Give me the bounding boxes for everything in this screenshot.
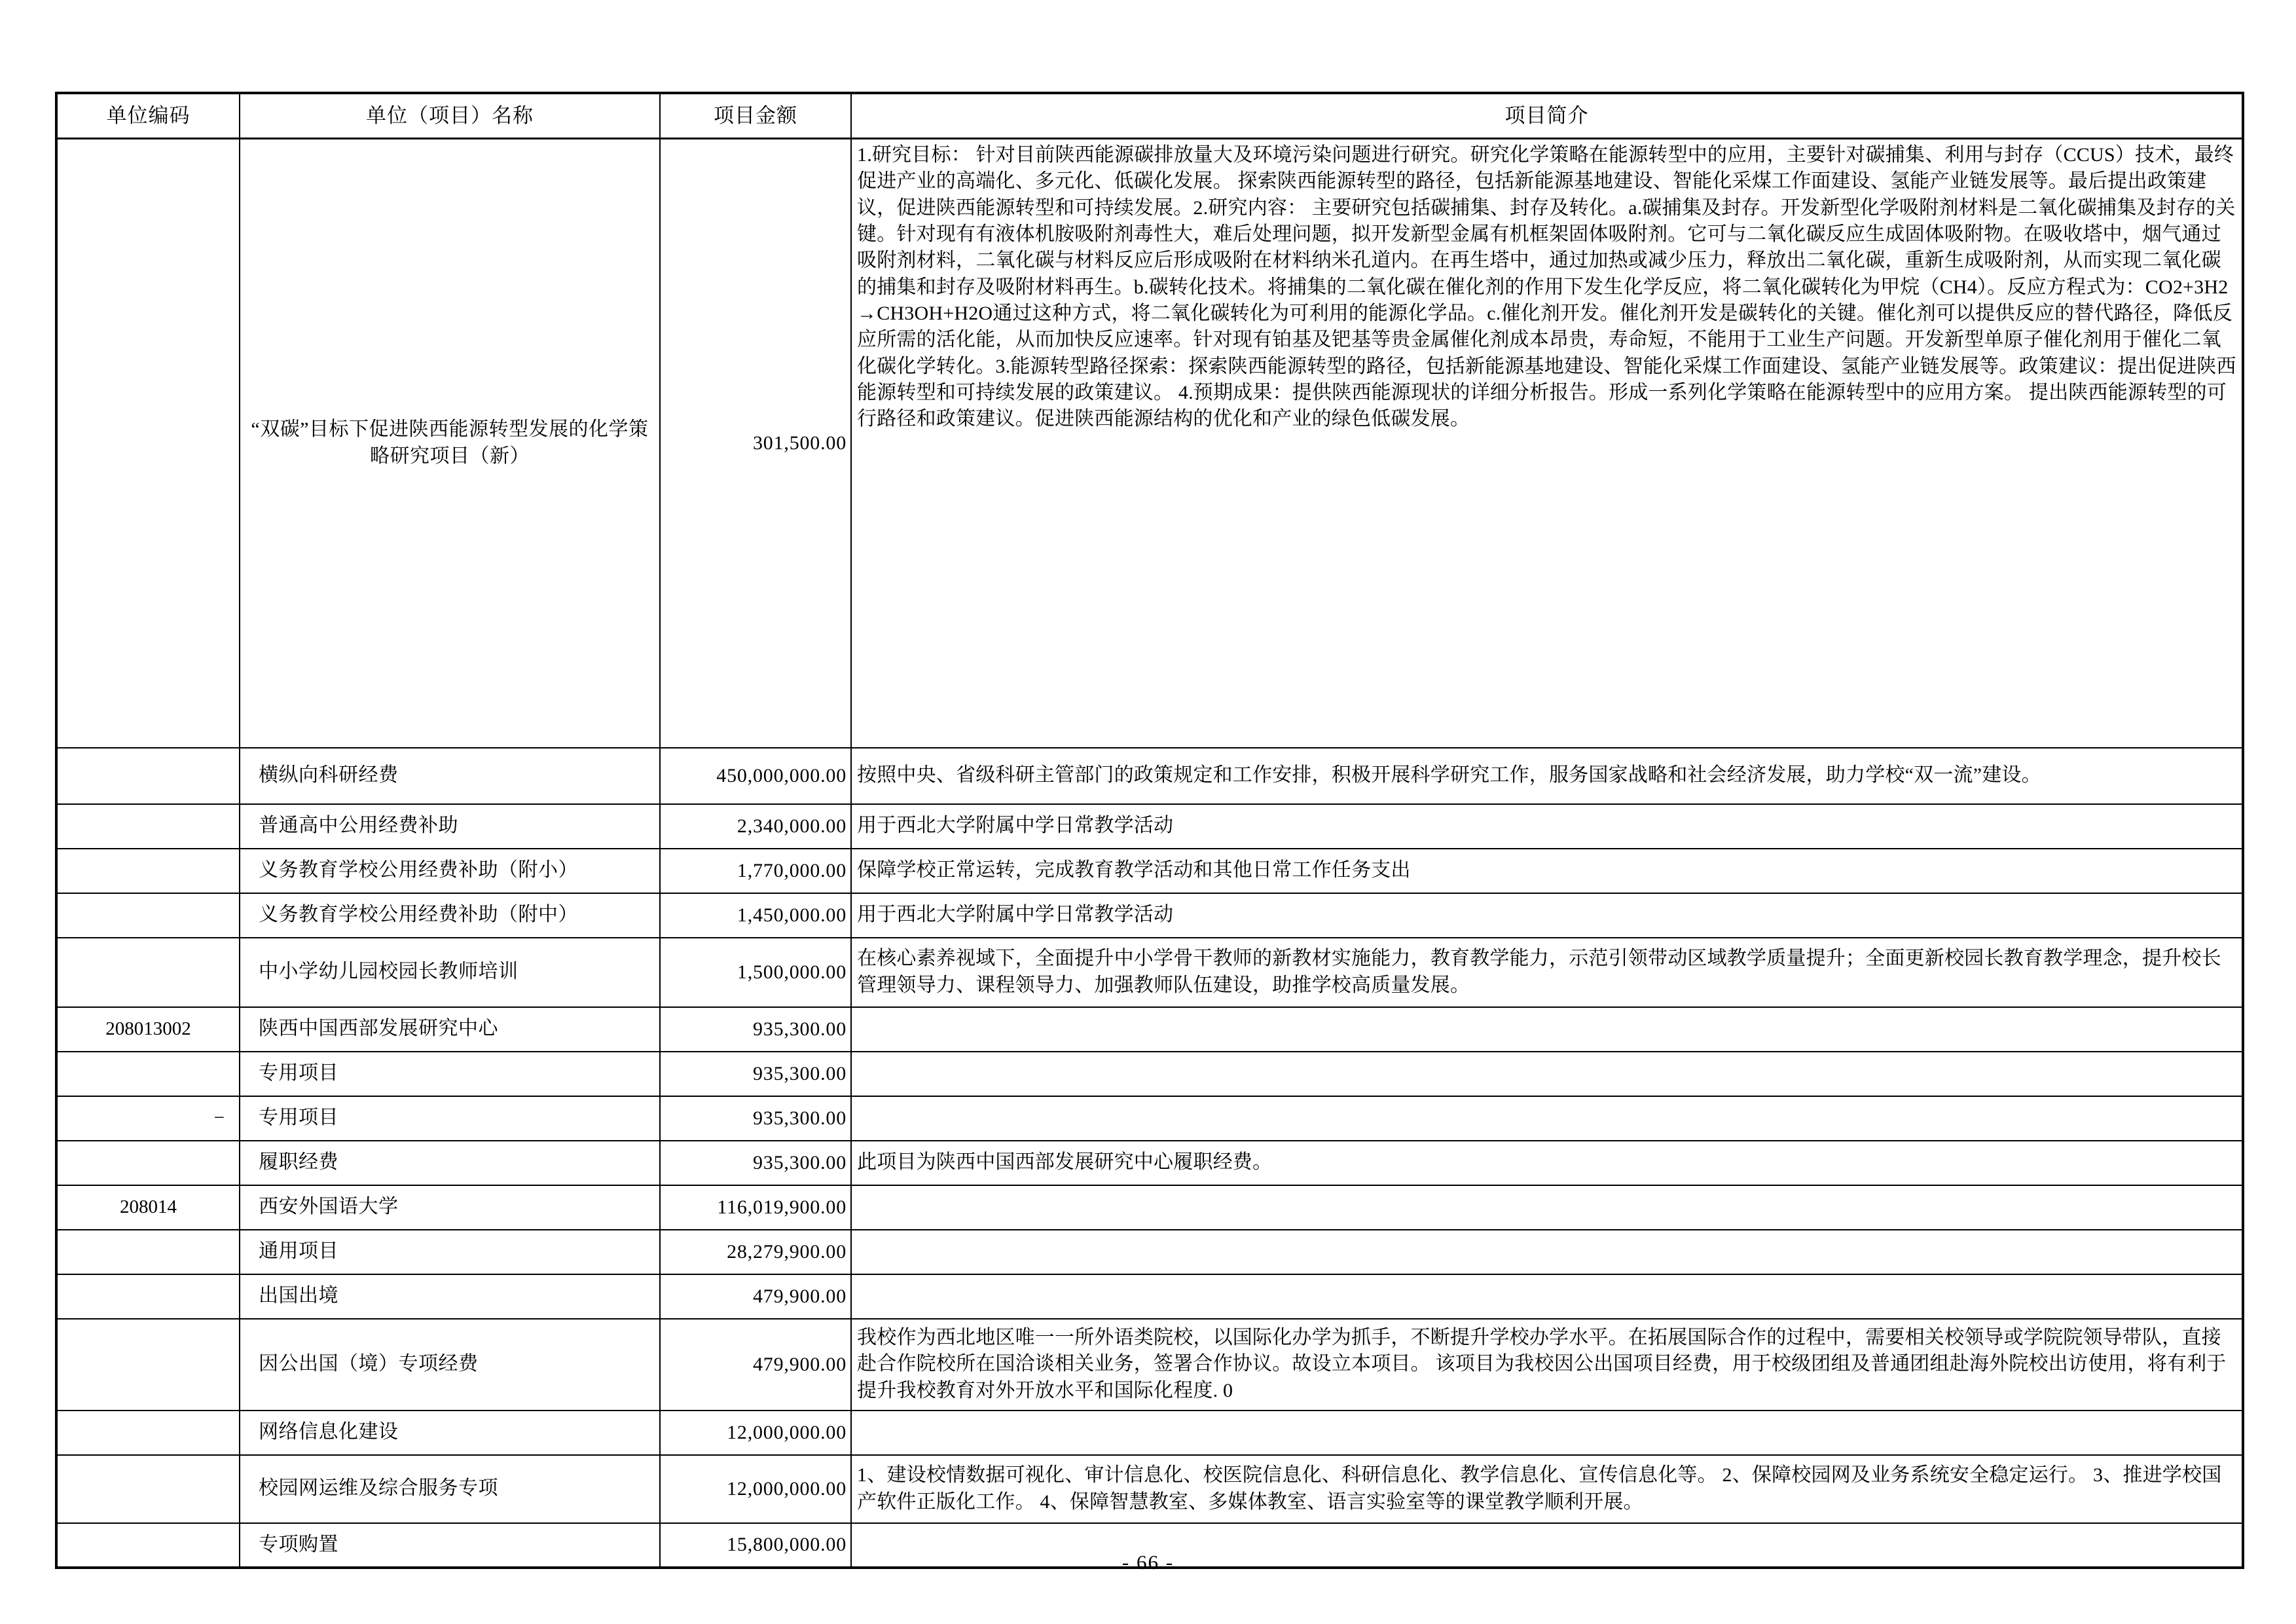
cell-project-name: 普通高中公用经费补助 <box>240 804 660 849</box>
table-row <box>56 1007 2243 1052</box>
cell-project-description <box>851 1230 2243 1274</box>
cell-project-description: 在核心素养视域下，全面提升中小学骨干教师的新教材实施能力，教育教学能力，示范引领带动区域教学质量提升；全面更新校园长教育教学理念，提升校长管理领导力、课程领导力、加强教师队伍建设，助推学校高质量发展。 <box>851 938 2243 1007</box>
table-row <box>56 1455 2243 1523</box>
page-number: - 66 - <box>1121 1551 1175 1574</box>
cell-unit-code <box>56 893 240 938</box>
cell-project-description <box>851 1007 2243 1052</box>
cell-project-name: 通用项目 <box>240 1230 660 1274</box>
table-row <box>56 748 2243 804</box>
cell-project-description <box>851 1274 2243 1319</box>
column-header-unit-code: 单位编码 <box>56 93 240 139</box>
cell-project-description <box>851 1096 2243 1141</box>
table-row <box>56 1096 2243 1141</box>
cell-project-name: 网络信息化建设 <box>240 1411 660 1455</box>
cell-project-name: 专用项目 <box>240 1052 660 1096</box>
cell-unit-code <box>56 1319 240 1411</box>
cell-project-name: 出国出境 <box>240 1274 660 1319</box>
cell-project-name: 西安外国语大学 <box>240 1185 660 1230</box>
table-body <box>56 139 2243 1568</box>
table-row <box>56 1141 2243 1185</box>
cell-project-amount: 450,000,000.00 <box>660 748 851 804</box>
cell-project-amount: 116,019,900.00 <box>660 1185 851 1230</box>
cell-project-description: 按照中央、省级科研主管部门的政策规定和工作安排，积极开展科学研究工作，服务国家战略和社会经济发展，助力学校“双一流”建设。 <box>851 748 2243 804</box>
cell-project-name: 义务教育学校公用经费补助（附小） <box>240 849 660 893</box>
cell-project-amount: 935,300.00 <box>660 1096 851 1141</box>
cell-project-description: 此项目为陕西中国西部发展研究中心履职经费。 <box>851 1141 2243 1185</box>
cell-project-name: 义务教育学校公用经费补助（附中） <box>240 893 660 938</box>
column-header-unit-project-name: 单位（项目）名称 <box>240 93 660 139</box>
cell-unit-code: 208014 <box>56 1185 240 1230</box>
cell-project-name: 校园网运维及综合服务专项 <box>240 1455 660 1523</box>
cell-project-description: 我校作为西北地区唯一一所外语类院校，以国际化办学为抓手，不断提升学校办学水平。在拓展国际合作的过程中，需要相关校领导或学院院领导带队，直接赴合作院校所在国洽谈相关业务，签署合作协议。故设立本项目。 该项目为我校因公出国项目经费，用于校级团组及普通团组赴海外院校出访使用，将有利于提升我校教育对外开放水平和国际化程度. 0 <box>851 1319 2243 1411</box>
cell-project-amount: 12,000,000.00 <box>660 1411 851 1455</box>
cell-project-amount: 479,900.00 <box>660 1274 851 1319</box>
cell-project-amount: 301,500.00 <box>660 139 851 748</box>
table-row <box>56 938 2243 1007</box>
cell-project-name: 专用项目 <box>240 1096 660 1141</box>
cell-unit-code <box>56 1230 240 1274</box>
cell-project-description: 用于西北大学附属中学日常教学活动 <box>851 893 2243 938</box>
cell-project-amount: 15,800,000.00 <box>660 1523 851 1568</box>
cell-project-description <box>851 1185 2243 1230</box>
table-row <box>56 1052 2243 1096</box>
cell-unit-code <box>56 748 240 804</box>
cell-project-name: 横纵向科研经费 <box>240 748 660 804</box>
cell-unit-code <box>56 1141 240 1185</box>
cell-project-amount: 1,450,000.00 <box>660 893 851 938</box>
cell-project-name: 陕西中国西部发展研究中心 <box>240 1007 660 1052</box>
budget-detail-table <box>55 92 2244 1569</box>
cell-unit-code <box>56 139 240 748</box>
cell-project-name: “双碳”目标下促进陕西能源转型发展的化学策略研究项目（新） <box>240 139 660 748</box>
column-header-project-description: 项目简介 <box>851 93 2243 139</box>
cell-project-name: 中小学幼儿园校园长教师培训 <box>240 938 660 1007</box>
cell-project-amount: 1,770,000.00 <box>660 849 851 893</box>
cell-unit-code <box>56 849 240 893</box>
cell-project-amount: 2,340,000.00 <box>660 804 851 849</box>
cell-unit-code: 208013002 <box>56 1007 240 1052</box>
cell-unit-code <box>56 1455 240 1523</box>
table-header-row <box>56 93 2243 139</box>
table-row <box>56 1411 2243 1455</box>
cell-project-amount: 935,300.00 <box>660 1141 851 1185</box>
table-row <box>56 849 2243 893</box>
cell-unit-code <box>56 1052 240 1096</box>
cell-project-description: 1.研究目标： 针对目前陕西能源碳排放量大及环境污染问题进行研究。研究化学策略在能源转型中的应用，主要针对碳捕集、利用与封存（CCUS）技术，最终促进产业的高端化、多元化、低碳化发展。 探索陕西能源转型的路径，包括新能源基地建设、智能化采煤工作面建设、氢能产业链发展等。最后提出政策建议，促进陕西能源转型和可持续发展。2.研究内容： 主要研究包括碳捕集、封存及转化。a.碳捕集及封存。开发新型化学吸附剂材料是二氧化碳捕集及封存的关键。针对现有有液体机胺吸附剂毒性大，难后处理问题，拟开发新型金属有机框架固体吸附剂。它可与二氧化碳反应生成固体吸附物。在吸收塔中，烟气通过吸附剂材料，二氧化碳与材料反应后形成吸附在材料纳米孔道内。在再生塔中，通过加热或减少压力，释放出二氧化碳，重新生成吸附剂，从而实现二氧化碳的捕集和封存及吸附材料再生。b.碳转化技术。将捕集的二氧化碳在催化剂的作用下发生化学反应，将二氧化碳转化为甲烷（CH4）。反应方程式为：CO2+3H2→CH3OH+H2O通过这种方式，将二氧化碳转化为可利用的能源化学品。c.催化剂开发。催化剂开发是碳转化的关键。催化剂可以提供反应的替代路径，降低反应所需的活化能，从而加快反应速率。针对现有铂基及钯基等贵金属催化剂成本昂贵，寿命短，不能用于工业生产问题。开发新型单原子催化剂用于催化二氧化碳化学转化。3.能源转型路径探索：探索陕西能源转型的路径，包括新能源基地建设、智能化采煤工作面建设、氢能产业链发展等。政策建议：提出促进陕西能源转型和可持续发展的政策建议。 4.预期成果：提供陕西能源现状的详细分析报告。形成一系列化学策略在能源转型中的应用方案。 提出陕西能源转型的可行路径和政策建议。促进陕西能源结构的优化和产业的绿色低碳发展。 <box>851 139 2243 748</box>
table-row <box>56 1230 2243 1274</box>
table-row <box>56 1319 2243 1411</box>
cell-unit-code: − <box>56 1096 240 1141</box>
cell-project-name: 专项购置 <box>240 1523 660 1568</box>
table-row <box>56 893 2243 938</box>
cell-unit-code <box>56 1274 240 1319</box>
table-row <box>56 1274 2243 1319</box>
cell-project-amount: 935,300.00 <box>660 1007 851 1052</box>
cell-unit-code <box>56 1411 240 1455</box>
cell-project-name: 履职经费 <box>240 1141 660 1185</box>
cell-unit-code <box>56 804 240 849</box>
cell-project-amount: 28,279,900.00 <box>660 1230 851 1274</box>
cell-project-amount: 12,000,000.00 <box>660 1455 851 1523</box>
cell-project-name: 因公出国（境）专项经费 <box>240 1319 660 1411</box>
cell-project-description <box>851 1052 2243 1096</box>
cell-project-description: 保障学校正常运转，完成教育教学活动和其他日常工作任务支出 <box>851 849 2243 893</box>
cell-project-amount: 1,500,000.00 <box>660 938 851 1007</box>
table-row <box>56 139 2243 748</box>
cell-project-amount: 479,900.00 <box>660 1319 851 1411</box>
cell-project-amount: 935,300.00 <box>660 1052 851 1096</box>
column-header-project-amount: 项目金额 <box>660 93 851 139</box>
cell-project-description: 用于西北大学附属中学日常教学活动 <box>851 804 2243 849</box>
table-row <box>56 804 2243 849</box>
cell-project-description <box>851 1411 2243 1455</box>
cell-project-description: 1、建设校情数据可视化、审计信息化、校医院信息化、科研信息化、教学信息化、宣传信息化等。 2、保障校园网及业务系统安全稳定运行。 3、推进学校国产软件正版化工作。 4、保障智慧教室、多媒体教室、语言实验室等的课堂教学顺利开展。 <box>851 1455 2243 1523</box>
table-row <box>56 1185 2243 1230</box>
cell-unit-code <box>56 938 240 1007</box>
